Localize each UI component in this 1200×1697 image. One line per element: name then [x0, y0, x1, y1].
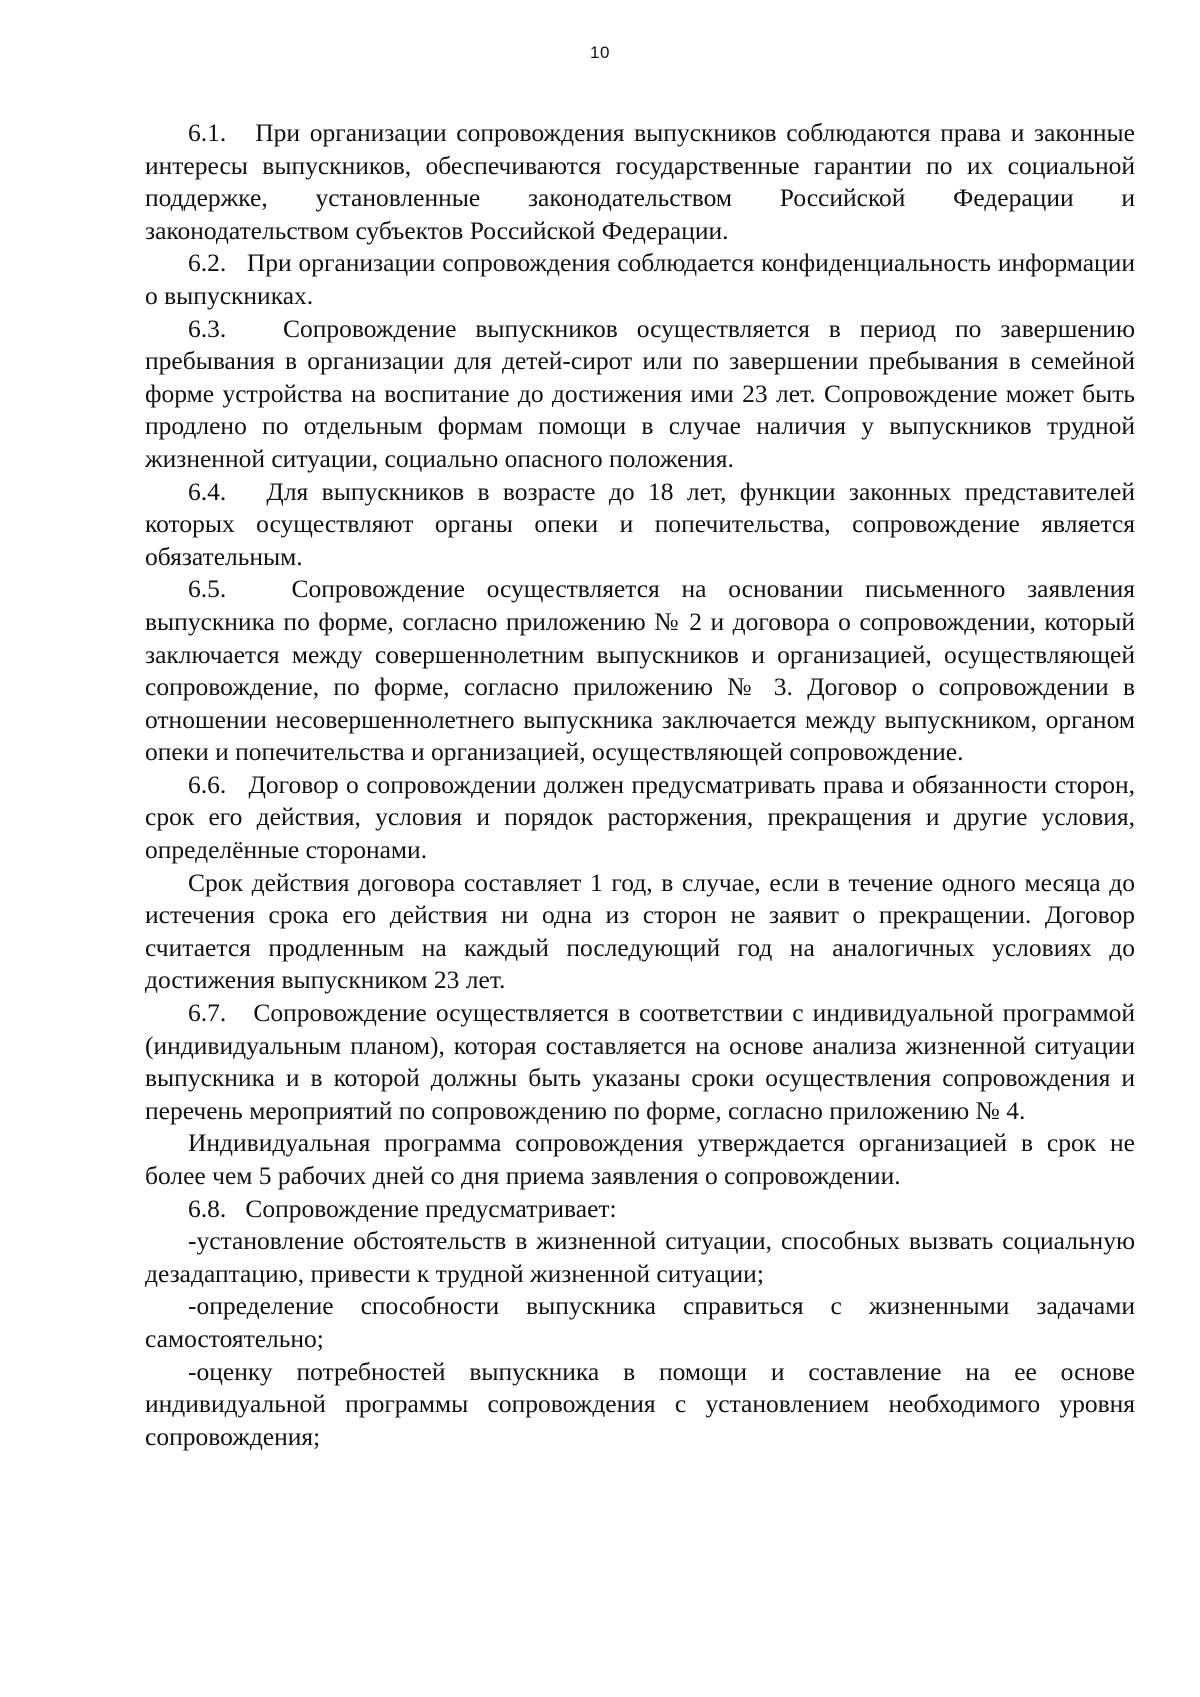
list-item-circumstances: -установление обстоятельств в жизненной ситуации, способных вызвать социальную дезадаптацию, привести к трудной жизненной ситуации;: [145, 1226, 1135, 1288]
paragraph-program-approval: Индивидуальная программа сопровождения утверждается организацией в срок не более чем 5 рабочих дней со дня приема заявления о сопровождении.: [145, 1128, 1135, 1190]
list-item-needs-assessment: -оценку потребностей выпускника в помощи и составление на ее основе индивидуальной программы сопровождения с установлением необходимого уровня сопровождения;: [145, 1356, 1135, 1451]
paragraph-6-6: 6.6. Договор о сопровождении должен предусматривать права и обязанности сторон, срок его действия, условия и порядок расторжения, прекращения и другие условия, определённые сторонами.: [145, 769, 1135, 865]
paragraph-6-2: 6.2. При организации сопровождения соблюдается конфиденциальность информации о выпускниках.: [145, 248, 1135, 310]
paragraph-6-3: 6.3. Сопровождение выпускников осуществляется в период по завершению пребывания в организации для детей-сирот или по завершении пребывания в семейной форме устройства на воспитание до достижения ими 23 лет. Сопровождение может быть продлено по отдельным формам помощи в случае наличия у выпускников трудной жизненной ситуации, социально опасного положения.: [145, 313, 1135, 473]
paragraph-6-7: 6.7. Сопровождение осуществляется в соответствии с индивидуальной программой (индивидуальным планом), которая составляется на основе анализа жизненной ситуации выпускника и в которой должны быть указаны сроки осуществления сопровождения и перечень мероприятий по сопровождению по форме, согласно приложению № 4.: [145, 998, 1135, 1125]
paragraph-6-1: 6.1. При организации сопровождения выпускников соблюдаются права и законные интересы выпускников, обеспечиваются государственные гарантии по их социальной поддержке, установленные законодательством Российской Федерации и законодательством субъектов Российской Федерации.: [145, 118, 1135, 245]
paragraph-6-8: 6.8. Сопровождение предусматривает:: [188, 1193, 617, 1223]
paragraph-6-5: 6.5. Сопровождение осуществляется на основании письменного заявления выпускника по форме, согласно приложению № 2 и договора о сопровождении, который заключается между совершеннолетним выпускников и организацией, осуществляющей сопровождение, по форме, согласно приложению № 3. Договор о сопровождении в отношении несовершеннолетнего выпускника заключается между выпускником, органом опеки и попечительства и организацией, осуществляющей сопровождение.: [145, 574, 1135, 767]
list-item-ability: -определение способности выпускника справиться с жизненными задачами самостоятельно;: [145, 1291, 1135, 1353]
paragraph-contract-term: Срок действия договора составляет 1 год, в случае, если в течение одного месяца до истечения срока его действия ни одна из сторон не заявит о прекращении. Договор считается продленным на каждый последующий год на аналогичных условиях до достижения выпускником 23 лет.: [145, 867, 1135, 995]
paragraph-6-4: 6.4. Для выпускников в возрасте до 18 лет, функции законных представителей которых осуществляют органы опеки и попечительства, сопровождение является обязательным.: [145, 476, 1135, 571]
document-body: [145, 117, 1135, 1453]
page-number: 10: [590, 43, 610, 62]
